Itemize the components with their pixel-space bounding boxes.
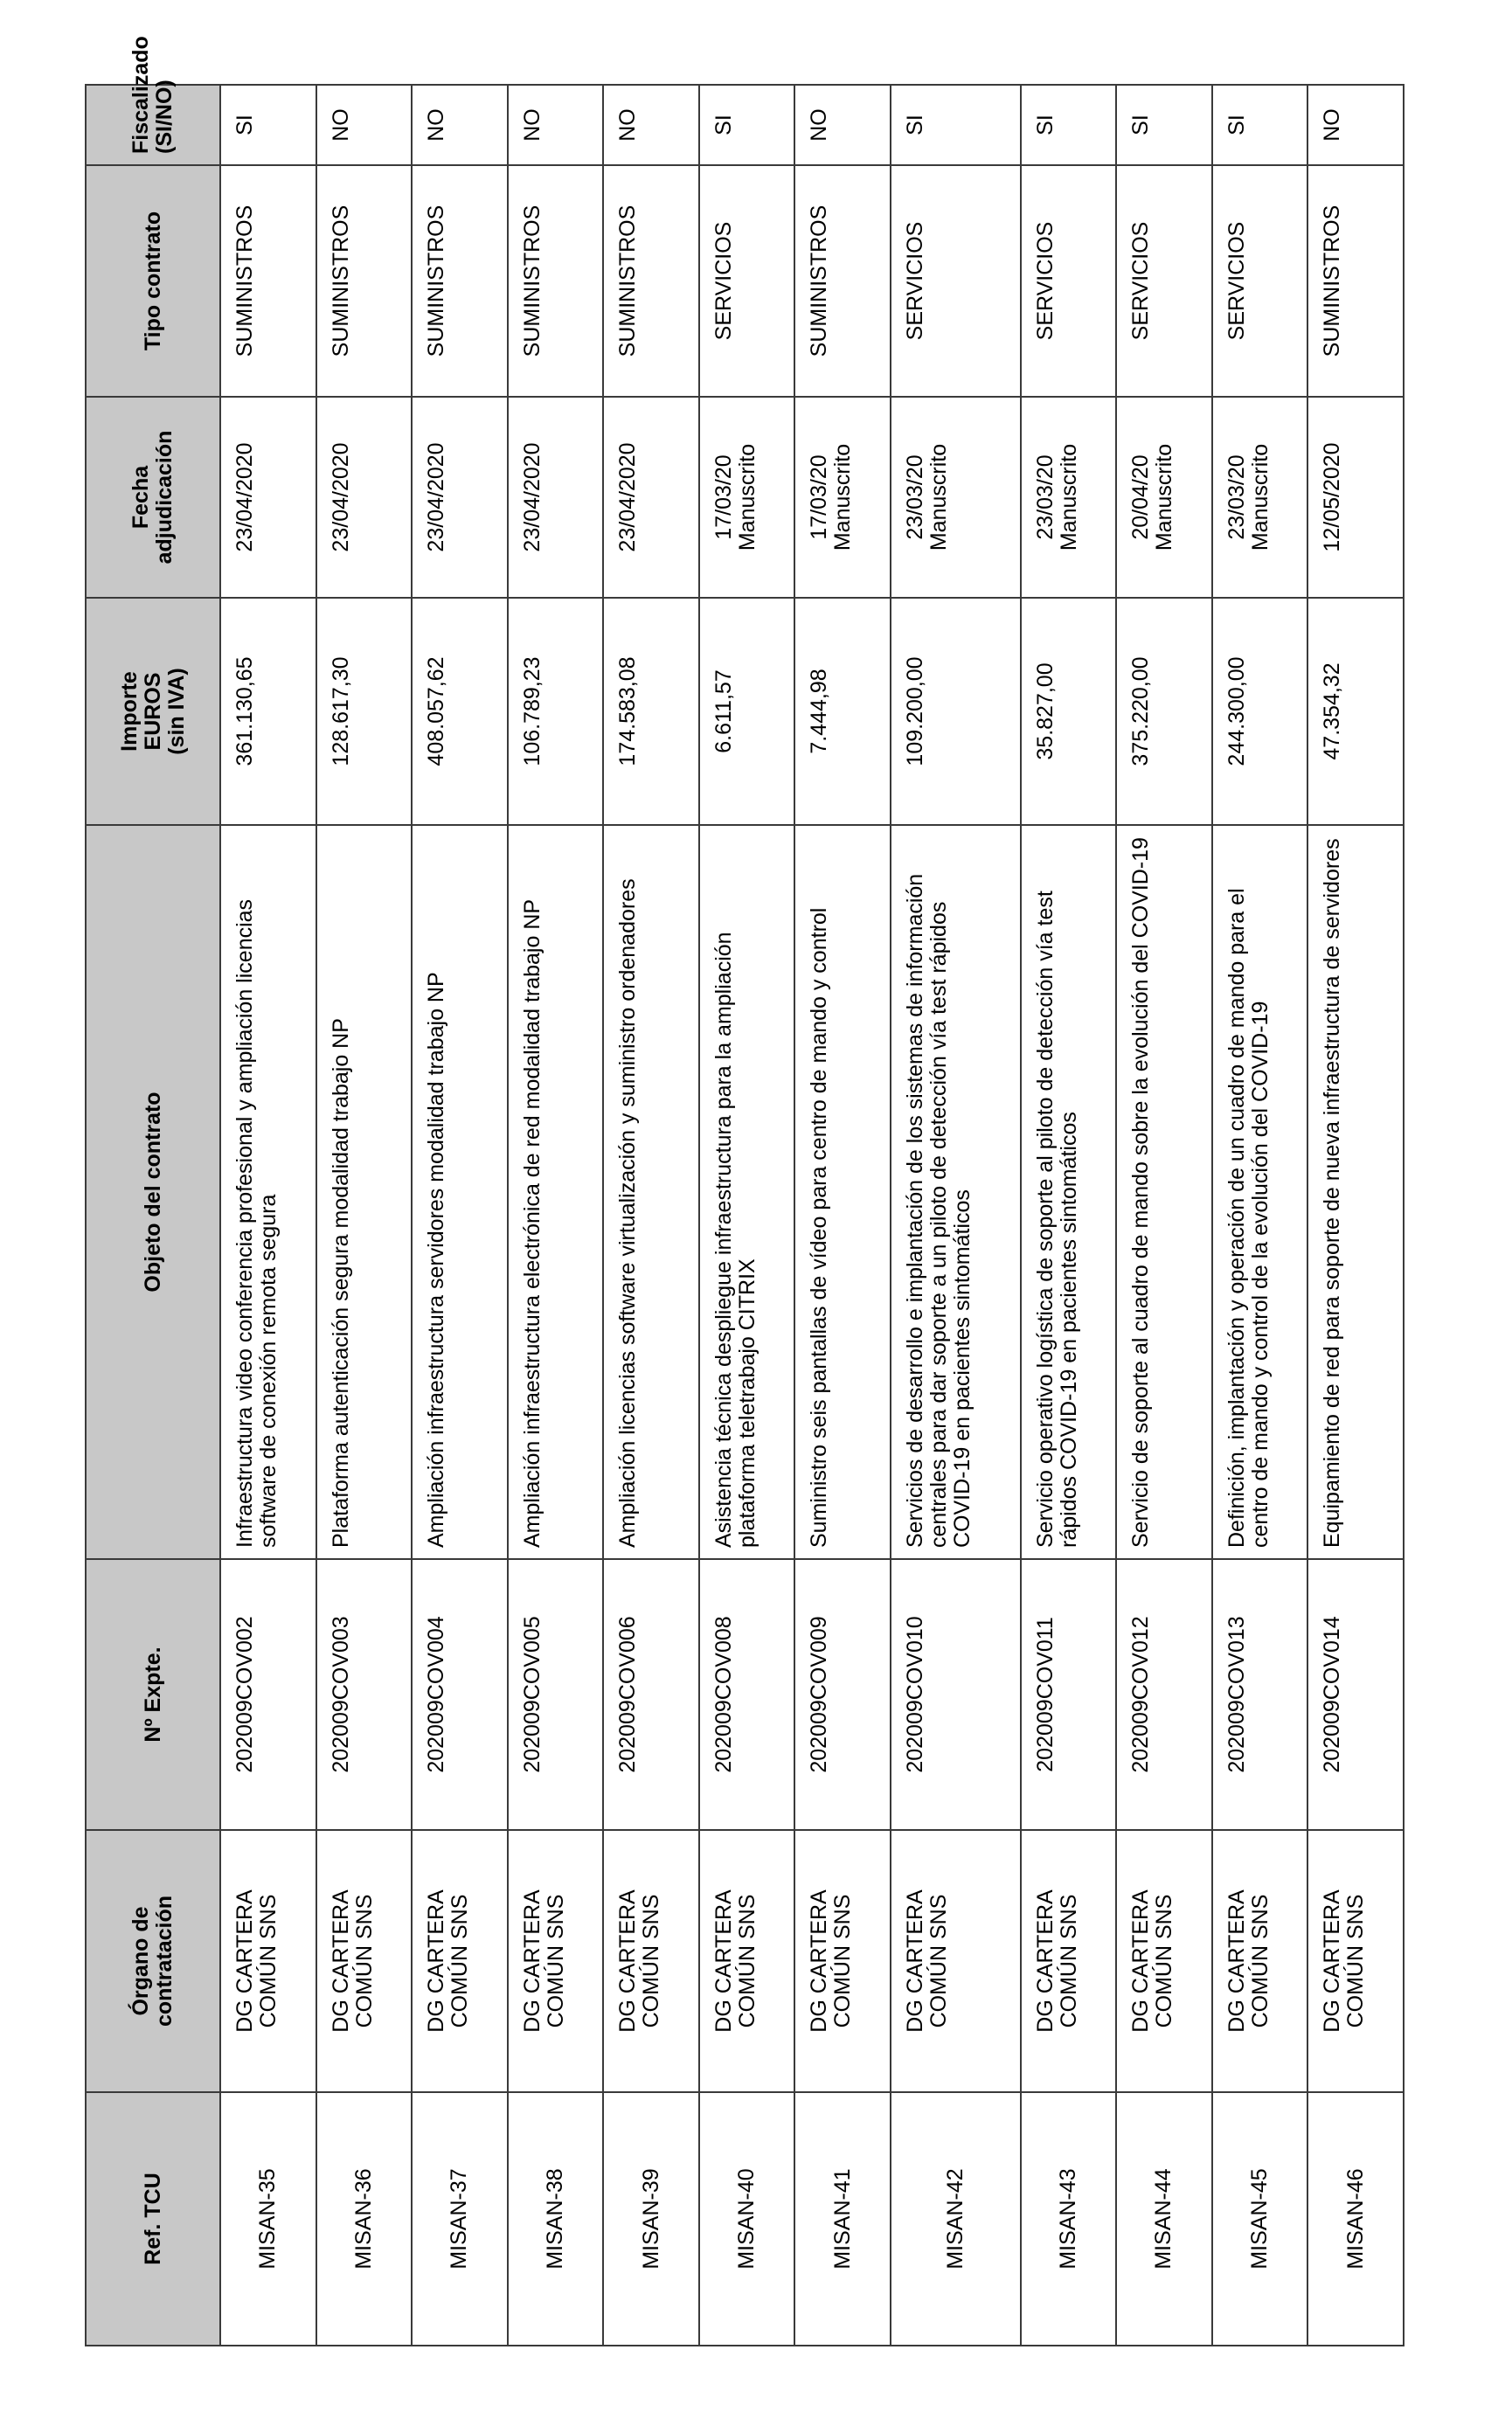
cell-tipo: SUMINISTROS <box>508 165 604 397</box>
cell-importe: 106.789,23 <box>508 598 604 825</box>
cell-importe: 109.200,00 <box>891 598 1021 825</box>
cell-ref: MISAN-45 <box>1212 2092 1308 2346</box>
table-row <box>508 85 604 2346</box>
cell-ref: MISAN-35 <box>220 2092 316 2346</box>
cell-fecha: 23/03/20 Manuscrito <box>1021 397 1117 598</box>
cell-importe: 7.444,98 <box>794 598 891 825</box>
cell-organo: DG CARTERA COMÚN SNS <box>412 1830 508 2092</box>
cell-organo: DG CARTERA COMÚN SNS <box>891 1830 1021 2092</box>
table-row <box>1212 85 1308 2346</box>
cell-objeto: Asistencia técnica despliegue infraestructura para la ampliación plataforma teletrabajo CITRIX <box>699 825 795 1559</box>
cell-ref: MISAN-36 <box>316 2092 413 2346</box>
cell-objeto: Equipamiento de red para soporte de nueva infraestructura de servidores <box>1307 825 1404 1559</box>
cell-tipo: SUMINISTROS <box>412 165 508 397</box>
table-row <box>316 85 413 2346</box>
cell-fecha: 23/04/2020 <box>603 397 699 598</box>
cell-fecha: 17/03/20 Manuscrito <box>794 397 891 598</box>
cell-tipo: SERVICIOS <box>1212 165 1308 397</box>
cell-expte: 202009COV002 <box>220 1559 316 1830</box>
cell-organo: DG CARTERA COMÚN SNS <box>1116 1830 1212 2092</box>
cell-expte: 202009COV012 <box>1116 1559 1212 1830</box>
cell-objeto: Plataforma autenticación segura modalidad trabajo NP <box>316 825 413 1559</box>
cell-importe: 47.354,32 <box>1307 598 1404 825</box>
cell-importe: 128.617,30 <box>316 598 413 825</box>
cell-objeto: Ampliación infraestructura electrónica de red modalidad trabajo NP <box>508 825 604 1559</box>
cell-importe: 35.827,00 <box>1021 598 1117 825</box>
cell-fiscalizado: SI <box>1212 85 1308 165</box>
cell-fiscalizado: SI <box>220 85 316 165</box>
header-tipo: Tipo contrato <box>86 165 220 397</box>
table-row <box>699 85 795 2346</box>
table-row <box>1307 85 1404 2346</box>
cell-expte: 202009COV003 <box>316 1559 413 1830</box>
cell-expte: 202009COV006 <box>603 1559 699 1830</box>
cell-fecha: 23/04/2020 <box>220 397 316 598</box>
contracts-table <box>85 36 1404 2346</box>
cell-objeto: Servicios de desarrollo e implantación de los sistemas de información centrales para dar soporte a un piloto de detección vía test rápidos COVID-19 en pacientes sintomáticos <box>891 825 1021 1559</box>
cell-fiscalizado: SI <box>1116 85 1212 165</box>
cell-objeto: Ampliación licencias software virtualización y suministro ordenadores <box>603 825 699 1559</box>
cell-organo: DG CARTERA COMÚN SNS <box>1212 1830 1308 2092</box>
cell-tipo: SUMINISTROS <box>220 165 316 397</box>
cell-fiscalizado: NO <box>794 85 891 165</box>
cell-expte: 202009COV008 <box>699 1559 795 1830</box>
cell-fecha: 12/05/2020 <box>1307 397 1404 598</box>
cell-objeto: Suministro seis pantallas de vídeo para centro de mando y control <box>794 825 891 1559</box>
cell-tipo: SERVICIOS <box>699 165 795 397</box>
header-expte: Nº Expte. <box>86 1559 220 1830</box>
cell-fiscalizado: SI <box>891 85 1021 165</box>
cell-fiscalizado: NO <box>508 85 604 165</box>
cell-ref: MISAN-42 <box>891 2092 1021 2346</box>
cell-organo: DG CARTERA COMÚN SNS <box>794 1830 891 2092</box>
header-organo: Órgano de contratación <box>86 1830 220 2092</box>
cell-fecha: 23/04/2020 <box>316 397 413 598</box>
cell-ref: MISAN-38 <box>508 2092 604 2346</box>
cell-fiscalizado: SI <box>1021 85 1117 165</box>
cell-ref: MISAN-46 <box>1307 2092 1404 2346</box>
cell-fiscalizado: NO <box>1307 85 1404 165</box>
cell-objeto: Servicio operativo logística de soporte al piloto de detección vía test rápidos COVID-19 en pacientes sintomáticos <box>1021 825 1117 1559</box>
cell-fecha: 23/04/2020 <box>412 397 508 598</box>
cell-organo: DG CARTERA COMÚN SNS <box>603 1830 699 2092</box>
cell-fiscalizado: SI <box>699 85 795 165</box>
cell-expte: 202009COV009 <box>794 1559 891 1830</box>
cell-fiscalizado: NO <box>603 85 699 165</box>
table-row <box>1021 85 1117 2346</box>
cell-fecha: 23/04/2020 <box>508 397 604 598</box>
cell-ref: MISAN-37 <box>412 2092 508 2346</box>
cell-fecha: 23/03/20 Manuscrito <box>1212 397 1308 598</box>
header-fecha: Fecha adjudicación <box>86 397 220 598</box>
cell-tipo: SERVICIOS <box>891 165 1021 397</box>
cell-ref: MISAN-41 <box>794 2092 891 2346</box>
cell-objeto: Infraestructura video conferencia profesional y ampliación licencias software de conexión remota segura <box>220 825 316 1559</box>
cell-importe: 361.130,65 <box>220 598 316 825</box>
cell-importe: 408.057,62 <box>412 598 508 825</box>
cell-tipo: SUMINISTROS <box>603 165 699 397</box>
cell-organo: DG CARTERA COMÚN SNS <box>1307 1830 1404 2092</box>
table-row <box>220 85 316 2346</box>
cell-organo: DG CARTERA COMÚN SNS <box>1021 1830 1117 2092</box>
cell-fecha: 20/04/20 Manuscrito <box>1116 397 1212 598</box>
cell-organo: DG CARTERA COMÚN SNS <box>699 1830 795 2092</box>
cell-expte: 202009COV010 <box>891 1559 1021 1830</box>
cell-expte: 202009COV004 <box>412 1559 508 1830</box>
cell-fecha: 23/03/20 Manuscrito <box>891 397 1021 598</box>
cell-tipo: SUMINISTROS <box>316 165 413 397</box>
table-row <box>794 85 891 2346</box>
cell-tipo: SUMINISTROS <box>1307 165 1404 397</box>
cell-tipo: SERVICIOS <box>1116 165 1212 397</box>
header-fiscalizado: Fiscalizado (SI/NO) <box>86 85 220 165</box>
table-row <box>603 85 699 2346</box>
cell-objeto: Servicio de soporte al cuadro de mando sobre la evolución del COVID-19 <box>1116 825 1212 1559</box>
cell-expte: 202009COV011 <box>1021 1559 1117 1830</box>
cell-importe: 375.220,00 <box>1116 598 1212 825</box>
header-row <box>86 85 220 2346</box>
header-importe: Importe EUROS (sin IVA) <box>86 598 220 825</box>
cell-ref: MISAN-39 <box>603 2092 699 2346</box>
cell-objeto: Definición, implantación y operación de un cuadro de mando para el centro de mando y control de la evolución del COVID-19 <box>1212 825 1308 1559</box>
cell-importe: 6.611,57 <box>699 598 795 825</box>
cell-organo: DG CARTERA COMÚN SNS <box>220 1830 316 2092</box>
cell-ref: MISAN-40 <box>699 2092 795 2346</box>
cell-objeto: Ampliación infraestructura servidores modalidad trabajo NP <box>412 825 508 1559</box>
cell-fecha: 17/03/20 Manuscrito <box>699 397 795 598</box>
cell-ref: MISAN-43 <box>1021 2092 1117 2346</box>
header-objeto: Objeto del contrato <box>86 825 220 1559</box>
cell-expte: 202009COV013 <box>1212 1559 1308 1830</box>
cell-ref: MISAN-44 <box>1116 2092 1212 2346</box>
cell-importe: 244.300,00 <box>1212 598 1308 825</box>
cell-expte: 202009COV005 <box>508 1559 604 1830</box>
cell-importe: 174.583,08 <box>603 598 699 825</box>
cell-organo: DG CARTERA COMÚN SNS <box>508 1830 604 2092</box>
cell-expte: 202009COV014 <box>1307 1559 1404 1830</box>
cell-organo: DG CARTERA COMÚN SNS <box>316 1830 413 2092</box>
cell-fiscalizado: NO <box>412 85 508 165</box>
table-row <box>412 85 508 2346</box>
cell-tipo: SERVICIOS <box>1021 165 1117 397</box>
cell-tipo: SUMINISTROS <box>794 165 891 397</box>
table-row <box>891 85 1021 2346</box>
header-ref: Ref. TCU <box>86 2092 220 2346</box>
table-row <box>1116 85 1212 2346</box>
cell-fiscalizado: NO <box>316 85 413 165</box>
